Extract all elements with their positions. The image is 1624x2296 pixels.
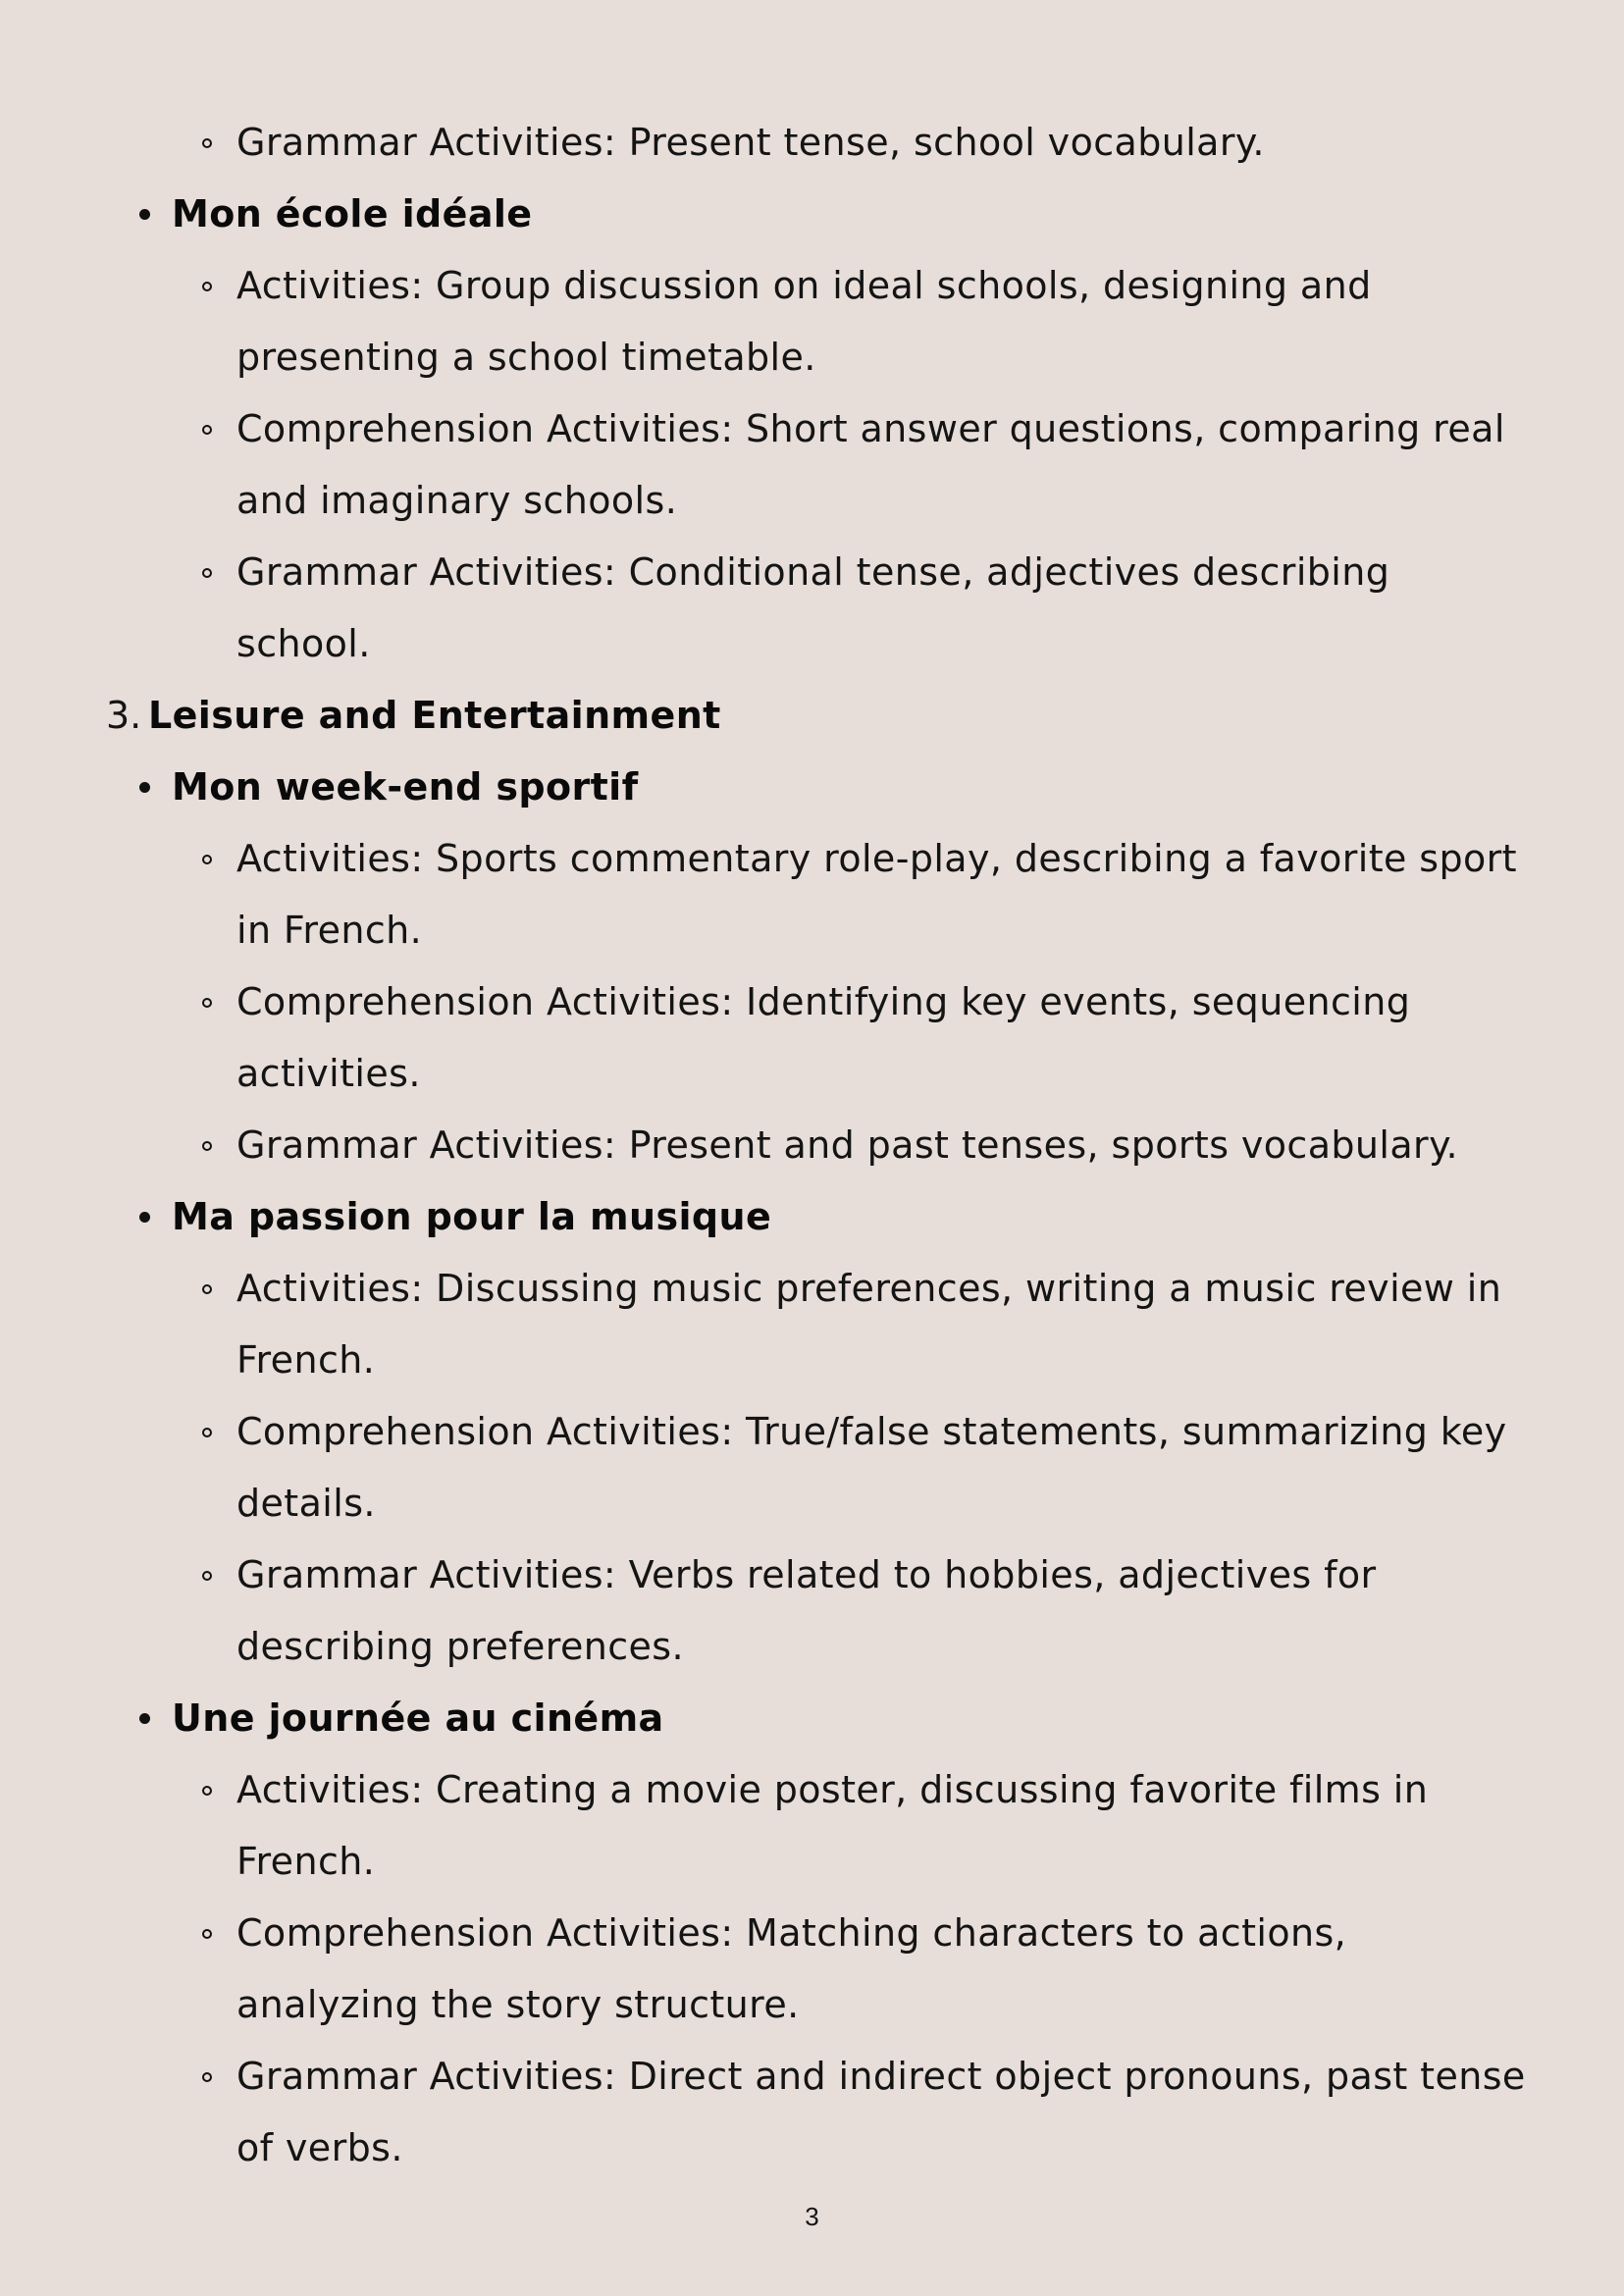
- sub-item-text: Activities: Creating a movie poster, discussing favorite films in: [236, 1768, 1429, 1811]
- sub-item-text-continued: French.: [236, 1840, 376, 1883]
- sub-item-text-continued: of verbs.: [236, 2126, 403, 2169]
- sub-item-text-continued: describing preferences.: [236, 1625, 684, 1668]
- sub-bullet-icon: [202, 1929, 212, 1939]
- sub-item-text-continued: school.: [236, 622, 371, 665]
- sub-bullet-icon: [202, 138, 212, 148]
- sub-item-text: Activities: Group discussion on ideal schools, designing and: [236, 264, 1372, 307]
- sub-item-text: Activities: Discussing music preferences, writing a music review in: [236, 1267, 1502, 1310]
- sub-item-text: Comprehension Activities: True/false statements, summarizing key: [236, 1410, 1507, 1453]
- sub-bullet-icon: [202, 1571, 212, 1581]
- sub-item-text: Grammar Activities: Present tense, school vocabulary.: [236, 121, 1265, 164]
- bullet-icon: [139, 1713, 150, 1724]
- sub-item-text-continued: analyzing the story structure.: [236, 1983, 800, 2026]
- sub-bullet-icon: [202, 282, 212, 291]
- topic-heading: Ma passion pour la musique: [172, 1195, 772, 1238]
- sub-item-text-continued: French.: [236, 1338, 376, 1382]
- sub-item-text: Comprehension Activities: Identifying key events, sequencing: [236, 980, 1411, 1023]
- sub-item-text: Activities: Sports commentary role-play, describing a favorite sport: [236, 837, 1517, 880]
- sub-item-text-continued: activities.: [236, 1052, 421, 1095]
- sub-bullet-icon: [202, 1284, 212, 1294]
- sub-item-text-continued: and imaginary schools.: [236, 479, 678, 522]
- sub-bullet-icon: [202, 855, 212, 864]
- sub-item-text: Comprehension Activities: Matching characters to actions,: [236, 1911, 1347, 1955]
- sub-item-text-continued: details.: [236, 1482, 376, 1525]
- section-number: 3.: [106, 694, 142, 737]
- sub-item-text: Comprehension Activities: Short answer questions, comparing real: [236, 407, 1505, 450]
- sub-bullet-icon: [202, 2072, 212, 2082]
- sub-bullet-icon: [202, 568, 212, 578]
- sub-item-text-continued: in French.: [236, 909, 423, 952]
- sub-item-text: Grammar Activities: Present and past tenses, sports vocabulary.: [236, 1123, 1459, 1167]
- page-number: 3: [805, 2202, 819, 2231]
- bullet-icon: [139, 1212, 150, 1223]
- sub-bullet-icon: [202, 1141, 212, 1151]
- bullet-icon: [139, 209, 150, 220]
- sub-bullet-icon: [202, 425, 212, 435]
- sub-item-text: Grammar Activities: Direct and indirect object pronouns, past tense: [236, 2055, 1526, 2098]
- sub-bullet-icon: [202, 998, 212, 1008]
- topic-heading: Mon école idéale: [172, 192, 533, 235]
- topic-heading: Une journée au cinéma: [172, 1696, 664, 1740]
- topic-heading: Mon week-end sportif: [172, 765, 639, 809]
- bullet-icon: [139, 782, 150, 793]
- sub-item-text: Grammar Activities: Conditional tense, adjectives describing: [236, 550, 1390, 594]
- section-heading: Leisure and Entertainment: [148, 694, 721, 737]
- sub-bullet-icon: [202, 1428, 212, 1437]
- sub-item-text-continued: presenting a school timetable.: [236, 336, 816, 379]
- sub-bullet-icon: [202, 1786, 212, 1796]
- sub-item-text: Grammar Activities: Verbs related to hobbies, adjectives for: [236, 1553, 1377, 1596]
